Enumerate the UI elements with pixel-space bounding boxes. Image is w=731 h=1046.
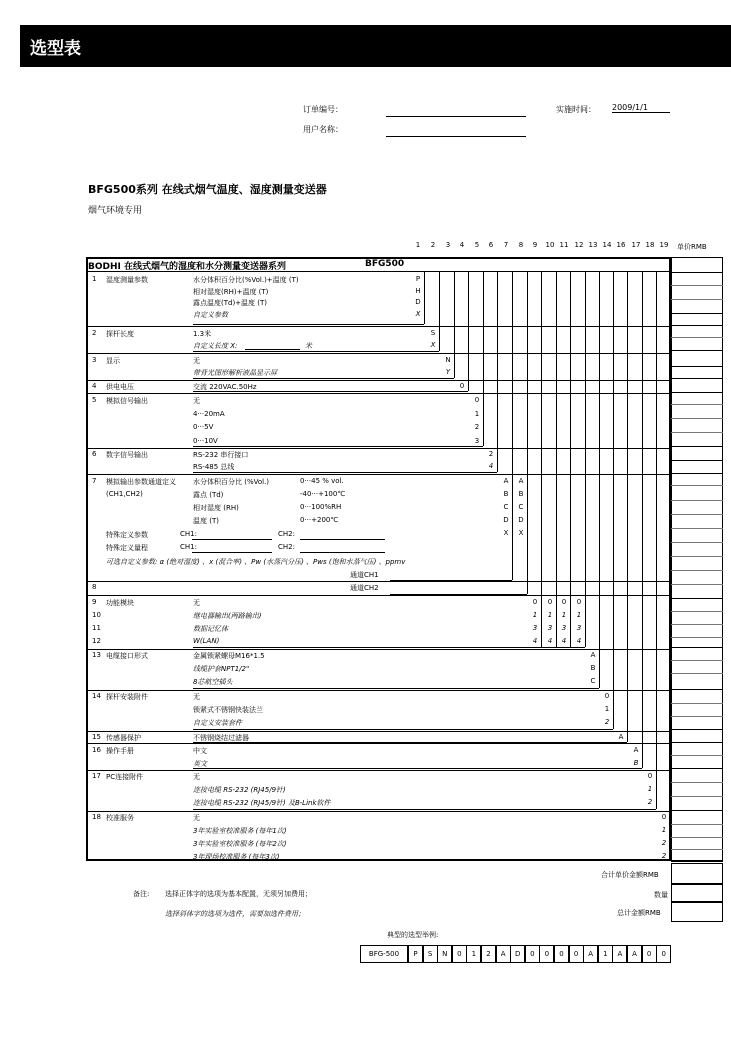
ch2-label: CH2: — [278, 543, 295, 551]
code-connector — [512, 272, 513, 580]
option-code: B — [633, 759, 639, 767]
code-connector — [585, 272, 586, 647]
option-code: C — [590, 677, 596, 685]
example-code: 1 — [598, 945, 613, 963]
price-row-line — [671, 611, 723, 612]
option-label: 露点温度(Td)+温度 (T) — [193, 299, 268, 307]
example-code: 0 — [656, 945, 671, 963]
option-code: 2 — [647, 798, 653, 806]
channel-2-label: 通道CH2 — [350, 584, 379, 592]
price-row-line — [671, 404, 723, 405]
option-label: 相对湿度 (RH) — [193, 504, 239, 512]
example-code: 0 — [642, 945, 657, 963]
special-param-label: 特殊定义参数 — [106, 531, 148, 539]
code-connector — [193, 351, 439, 352]
option-code: 1 — [474, 409, 480, 418]
header-divider — [87, 271, 671, 272]
option-label: 无 — [193, 397, 200, 405]
ch2-field[interactable] — [300, 552, 385, 553]
price-row-line — [671, 460, 723, 461]
row-separator — [87, 649, 671, 650]
row-number: 16 — [92, 746, 101, 754]
code-connector — [193, 446, 483, 447]
row-separator — [87, 380, 671, 381]
example-code: N — [437, 945, 452, 963]
option-code: X — [430, 341, 436, 349]
row-name: 探杆长度 — [106, 330, 134, 338]
option-label: 线缆护套NPT1/2" — [193, 665, 250, 673]
option-label: 相对湿度(RH)+温度 (T) — [193, 287, 269, 296]
row-name-2: (CH1,CH2) — [106, 490, 143, 498]
code-connector — [642, 272, 643, 768]
column-number: 6 — [488, 241, 494, 249]
price-row-line — [671, 285, 723, 286]
order-no-label: 订单编号： — [303, 105, 343, 114]
column-number: 8 — [518, 241, 524, 249]
price-row-line — [671, 473, 723, 474]
option-label: 8芯航空插头 — [193, 678, 233, 686]
row-number: 17 — [92, 772, 101, 780]
example-code: P — [408, 945, 423, 963]
column-number: 12 — [574, 241, 584, 249]
example-code: 0 — [452, 945, 467, 963]
price-row-line — [671, 514, 723, 515]
option-code: 0 — [604, 692, 610, 700]
code-connector — [193, 688, 599, 689]
price-row-line — [671, 624, 723, 625]
date-label: 实施时间： — [556, 105, 596, 114]
price-row-line — [671, 837, 723, 838]
row-name: 供电电压 — [106, 383, 134, 391]
price-row-line — [671, 325, 723, 326]
option-label: 连接电缆 RS-232 (RJ45/9针) 及B-Link软件 — [193, 799, 331, 807]
option-label: 锁紧式不锈钢快装法兰 — [193, 706, 263, 714]
code-connector — [627, 272, 628, 742]
row-separator — [87, 770, 671, 771]
grand-total-field[interactable] — [671, 902, 723, 922]
table-model: BFG500 — [365, 259, 405, 269]
option-code: C — [503, 503, 509, 511]
column-number: 19 — [659, 241, 669, 249]
example-code: S — [423, 945, 438, 963]
option-label: 米 — [305, 342, 312, 350]
ch1-field[interactable] — [192, 552, 272, 553]
option-label: 自定义长度 X: — [193, 342, 238, 350]
option-code: S — [430, 329, 436, 337]
price-row-line — [671, 647, 723, 648]
price-row-line — [671, 861, 723, 862]
column-number: 18 — [645, 241, 655, 249]
code-connector — [541, 272, 542, 647]
channel-1-label: 通道CH1 — [350, 571, 379, 579]
option-code: 3 — [474, 436, 480, 445]
row-separator — [87, 811, 671, 812]
column-number: 11 — [559, 241, 569, 249]
option-code: 1 — [661, 826, 667, 834]
option-code: 0 — [561, 598, 567, 606]
option-label: 带背光图形解析液晶显示屏 — [193, 369, 277, 377]
code-connector — [527, 272, 528, 594]
row-number: 1 — [92, 275, 97, 283]
price-row-line — [671, 729, 723, 730]
option-code: X — [503, 529, 509, 537]
option-code: 0 — [459, 382, 465, 390]
row-separator — [87, 581, 671, 582]
row-name: 模拟输出参数通道定义 — [106, 478, 176, 486]
price-row-line — [671, 570, 723, 571]
example-label: 典型的选型举例: — [387, 931, 439, 939]
option-code: 2 — [474, 423, 480, 431]
option-label: 露点 (Td) — [193, 491, 224, 499]
price-row-line — [671, 796, 723, 797]
option-label: 不锈钢烧结过滤器 — [193, 734, 249, 742]
price-row-line — [671, 299, 723, 300]
code-connector — [570, 272, 571, 647]
price-row-line — [671, 716, 723, 717]
unit-total-label: 合计单价金额RMB — [601, 871, 659, 879]
row-name: 功能模块 — [106, 599, 134, 607]
row-name: PC连接附件 — [106, 773, 144, 781]
price-row-line — [671, 673, 723, 674]
range-label: -40···+100℃ — [300, 490, 346, 498]
code-connector — [193, 324, 424, 325]
price-row-line — [671, 755, 723, 756]
price-row-line — [671, 313, 723, 314]
option-label: 3年现场校准服务 (每年3次) — [193, 853, 280, 861]
row-separator — [87, 353, 671, 354]
code-connector — [656, 272, 657, 809]
header-bar — [20, 25, 731, 67]
custom-length-field[interactable] — [245, 349, 300, 350]
price-row-line — [671, 768, 723, 769]
qty-label: 数量 — [654, 891, 668, 899]
notes-line-2: 选择斜体字的选项为选件，需要加选件费用； — [165, 910, 305, 918]
range-label: 0···+200℃ — [300, 516, 339, 524]
option-label: RS-485 总线 — [193, 463, 235, 471]
ch1-field[interactable] — [192, 539, 272, 540]
option-code: A — [618, 733, 624, 741]
option-label: W(LAN) — [193, 637, 220, 645]
column-number: 2 — [430, 241, 436, 249]
date-value: 2009/1/1 — [612, 103, 670, 113]
row-separator — [87, 474, 671, 475]
option-label: 水分体积百分比(%Vol.)+温度 (T) — [193, 276, 299, 284]
row-separator — [87, 690, 671, 691]
grand-total-label: 总计金额RMB — [617, 909, 661, 917]
option-code: 3 — [547, 624, 553, 632]
price-row-line — [671, 418, 723, 419]
option-code: A — [633, 746, 639, 754]
option-label: 金属锁紧螺母M16*1.5 — [193, 652, 265, 660]
option-code: A — [590, 651, 596, 659]
option-code: 4 — [532, 637, 538, 645]
price-row-line — [671, 810, 723, 811]
option-code: 1 — [547, 611, 553, 619]
option-code: 2 — [661, 839, 667, 847]
price-row-line — [671, 500, 723, 501]
option-code: 4 — [547, 637, 553, 645]
price-row-line — [671, 598, 723, 599]
column-number: 17 — [631, 241, 641, 249]
ch1-label: CH1: — [180, 530, 197, 538]
code-connector — [193, 768, 642, 769]
order-no-field[interactable] — [386, 116, 526, 117]
row-number: 3 — [92, 356, 97, 364]
price-row-line — [671, 782, 723, 783]
row-number: 10 — [92, 611, 101, 619]
notes-line-1: 选择正体字的选项为基本配置，无须另加费用； — [165, 890, 312, 898]
row-number: 13 — [92, 651, 101, 659]
option-code: C — [518, 503, 524, 511]
range-label: 0···45 % vol. — [300, 477, 344, 485]
option-label: 无 — [193, 599, 200, 607]
option-label: 0···5V — [193, 423, 214, 431]
row-number: 9 — [92, 598, 97, 606]
example-code: 0 — [539, 945, 554, 963]
example-code: 2 — [481, 945, 496, 963]
option-label: 3年实验室校准服务 (每年2次) — [193, 840, 287, 848]
code-connector — [193, 860, 670, 861]
option-code: 4 — [576, 637, 582, 645]
option-code: 1 — [647, 785, 653, 793]
option-label: 4···20mA — [193, 409, 225, 418]
option-code: 1 — [576, 611, 582, 619]
price-row-line — [671, 742, 723, 743]
row-name: 模拟信号输出 — [106, 397, 148, 405]
option-code: D — [503, 516, 509, 524]
code-connector — [193, 391, 468, 392]
option-code: 0 — [532, 598, 538, 606]
row-separator — [87, 743, 671, 744]
product-title: BFG500系列 在线式烟气温度、湿度测量变送器 — [88, 183, 327, 196]
column-number: 9 — [532, 241, 538, 249]
option-code: H — [415, 286, 421, 295]
option-label: 数据记忆体 — [193, 625, 228, 633]
code-connector — [468, 272, 469, 391]
price-row-line — [671, 392, 723, 393]
price-row-line — [671, 366, 723, 367]
page-title: 选型表 — [30, 39, 81, 59]
row-name: 操作手册 — [106, 747, 134, 755]
ch2-field[interactable] — [300, 539, 385, 540]
row-number: 14 — [92, 692, 101, 700]
option-code: A — [518, 477, 524, 485]
option-label: 无 — [193, 693, 200, 701]
price-row-line — [671, 849, 723, 850]
column-number: 5 — [474, 241, 480, 249]
option-code: A — [503, 477, 509, 485]
option-label: 无 — [193, 814, 200, 822]
option-label: 交流 220VAC.50Hz — [193, 383, 257, 391]
code-connector — [193, 647, 585, 648]
example-code: A — [627, 945, 642, 963]
option-label: 中文 — [193, 747, 207, 755]
example-code: A — [496, 945, 511, 963]
option-code: 3 — [532, 624, 538, 632]
row-name: 探杆安装附件 — [106, 693, 148, 701]
option-label: 英文 — [193, 760, 207, 768]
row-name: 校准服务 — [106, 814, 134, 822]
option-label: 继电器输出(两路输出) — [193, 612, 262, 620]
option-code: 4 — [561, 637, 567, 645]
option-code: P — [415, 275, 421, 283]
option-code: 1 — [561, 611, 567, 619]
example-code: 0 — [554, 945, 569, 963]
code-connector — [670, 272, 671, 860]
code-connector — [497, 272, 498, 472]
option-code: 0 — [576, 598, 582, 606]
option-label: 无 — [193, 357, 200, 365]
price-row-line — [671, 584, 723, 585]
column-number: 16 — [616, 241, 626, 249]
row-number: 6 — [92, 450, 97, 458]
row-number: 7 — [92, 477, 97, 485]
row-number: 8 — [92, 583, 97, 591]
code-connector — [424, 272, 425, 324]
option-code: 2 — [488, 450, 494, 458]
user-name-label: 用户名称： — [303, 125, 343, 134]
price-row-line — [671, 703, 723, 704]
code-connector — [454, 272, 455, 378]
option-label: 1.3米 — [193, 330, 212, 338]
price-row-line — [671, 660, 723, 661]
option-label: 3年实验室校准服务 (每年1次) — [193, 827, 287, 835]
column-number: 7 — [503, 241, 509, 249]
option-code: X — [415, 309, 421, 318]
price-row-line — [671, 378, 723, 379]
code-connector — [599, 272, 600, 688]
price-row-line — [671, 272, 723, 273]
option-code: 3 — [561, 624, 567, 632]
example-code: 0 — [569, 945, 584, 963]
price-row-line — [671, 528, 723, 529]
price-row-line — [671, 337, 723, 338]
row-name: 数字信号输出 — [106, 451, 148, 459]
column-number: 13 — [588, 241, 598, 249]
unit-total-field[interactable] — [671, 863, 723, 884]
column-number: 10 — [545, 241, 555, 249]
row-name: 传感器保护 — [106, 734, 141, 742]
example-code: D — [510, 945, 525, 963]
option-code: D — [415, 298, 421, 306]
row-name: 湿度测量参数 — [106, 276, 148, 284]
example-model: BFG-500 — [360, 945, 408, 963]
code-connector — [556, 272, 557, 647]
row-separator — [87, 595, 671, 596]
ch1-label: CH1: — [180, 543, 197, 551]
option-code: B — [503, 490, 509, 498]
row-separator — [87, 731, 671, 732]
option-code: 1 — [532, 611, 538, 619]
option-code: B — [518, 490, 524, 498]
option-code: N — [445, 356, 451, 364]
price-row-line — [671, 542, 723, 543]
option-label: 水分体积百分比 (%Vol.) — [193, 478, 270, 486]
notes-label: 备注: — [133, 890, 150, 898]
option-code: 3 — [576, 624, 582, 632]
column-number: 3 — [445, 241, 451, 249]
code-connector — [439, 272, 440, 351]
example-code: 0 — [525, 945, 540, 963]
option-label: 0···10V — [193, 436, 218, 445]
row-separator — [87, 326, 671, 327]
price-row-line — [671, 432, 723, 433]
option-code: D — [518, 516, 524, 524]
optional-params: 可选自定义参数: α (绝对湿度) 、x (混合率) 、Pw (水蒸汽分压) 、Pws (饱和水蒸气压) 、ppmv — [106, 558, 406, 566]
code-connector — [613, 272, 614, 729]
price-column — [671, 257, 723, 861]
row-separator — [87, 448, 671, 449]
price-column-header: 单价RMB — [677, 243, 707, 251]
code-connector — [193, 472, 497, 473]
row-number: 15 — [92, 733, 101, 741]
table-title: BODHI 在线式烟气的湿度和水分测量变送器系列 — [88, 262, 286, 272]
row-number: 11 — [92, 624, 101, 632]
row-number: 5 — [92, 396, 97, 404]
code-connector — [483, 272, 484, 446]
option-code: 2 — [604, 718, 610, 726]
price-row-line — [671, 556, 723, 557]
code-connector — [193, 378, 454, 379]
column-number: 14 — [602, 241, 612, 249]
price-row-line — [671, 689, 723, 690]
option-code: B — [590, 664, 596, 672]
price-row-line — [671, 485, 723, 486]
row-name: 显示 — [106, 357, 120, 365]
code-connector — [193, 809, 656, 810]
qty-field[interactable] — [671, 884, 723, 902]
code-connector — [193, 729, 613, 730]
option-code: 0 — [647, 772, 653, 780]
option-label: 无 — [193, 773, 200, 781]
example-code: 1 — [466, 945, 481, 963]
row-number: 4 — [92, 382, 97, 390]
row-separator — [87, 393, 671, 394]
row-number: 2 — [92, 329, 97, 337]
option-code: 0 — [474, 396, 480, 404]
column-number: 1 — [415, 241, 421, 249]
price-row-line — [671, 637, 723, 638]
option-code: Y — [445, 368, 451, 376]
row-name: 电缆接口形式 — [106, 652, 148, 660]
row-number: 12 — [92, 637, 101, 645]
range-label: 0···100%RH — [300, 503, 342, 511]
example-code: A — [583, 945, 598, 963]
option-code: X — [518, 529, 524, 537]
price-row-line — [671, 446, 723, 447]
option-label: 温度 (T) — [193, 517, 219, 525]
option-label: 自定义安装套件 — [193, 719, 242, 727]
example-code: A — [612, 945, 627, 963]
special-range-label: 特殊定义量程 — [106, 544, 148, 552]
option-label: RS-232 串行接口 — [193, 451, 249, 459]
option-code: 0 — [661, 813, 667, 821]
option-code: 2 — [661, 852, 667, 860]
option-code: 1 — [604, 705, 610, 713]
price-row-line — [671, 350, 723, 351]
price-row-line — [671, 824, 723, 825]
user-name-field[interactable] — [386, 136, 526, 137]
column-number: 4 — [459, 241, 465, 249]
ch2-label: CH2: — [278, 530, 295, 538]
option-label: 连接电缆 RS-232 (RJ45/9针) — [193, 786, 286, 794]
row-number: 18 — [92, 813, 101, 821]
option-code: 4 — [488, 462, 494, 470]
option-label: 自定义参数 — [193, 310, 228, 319]
product-subtitle: 烟气环境专用 — [88, 206, 143, 216]
option-code: 0 — [547, 598, 553, 606]
